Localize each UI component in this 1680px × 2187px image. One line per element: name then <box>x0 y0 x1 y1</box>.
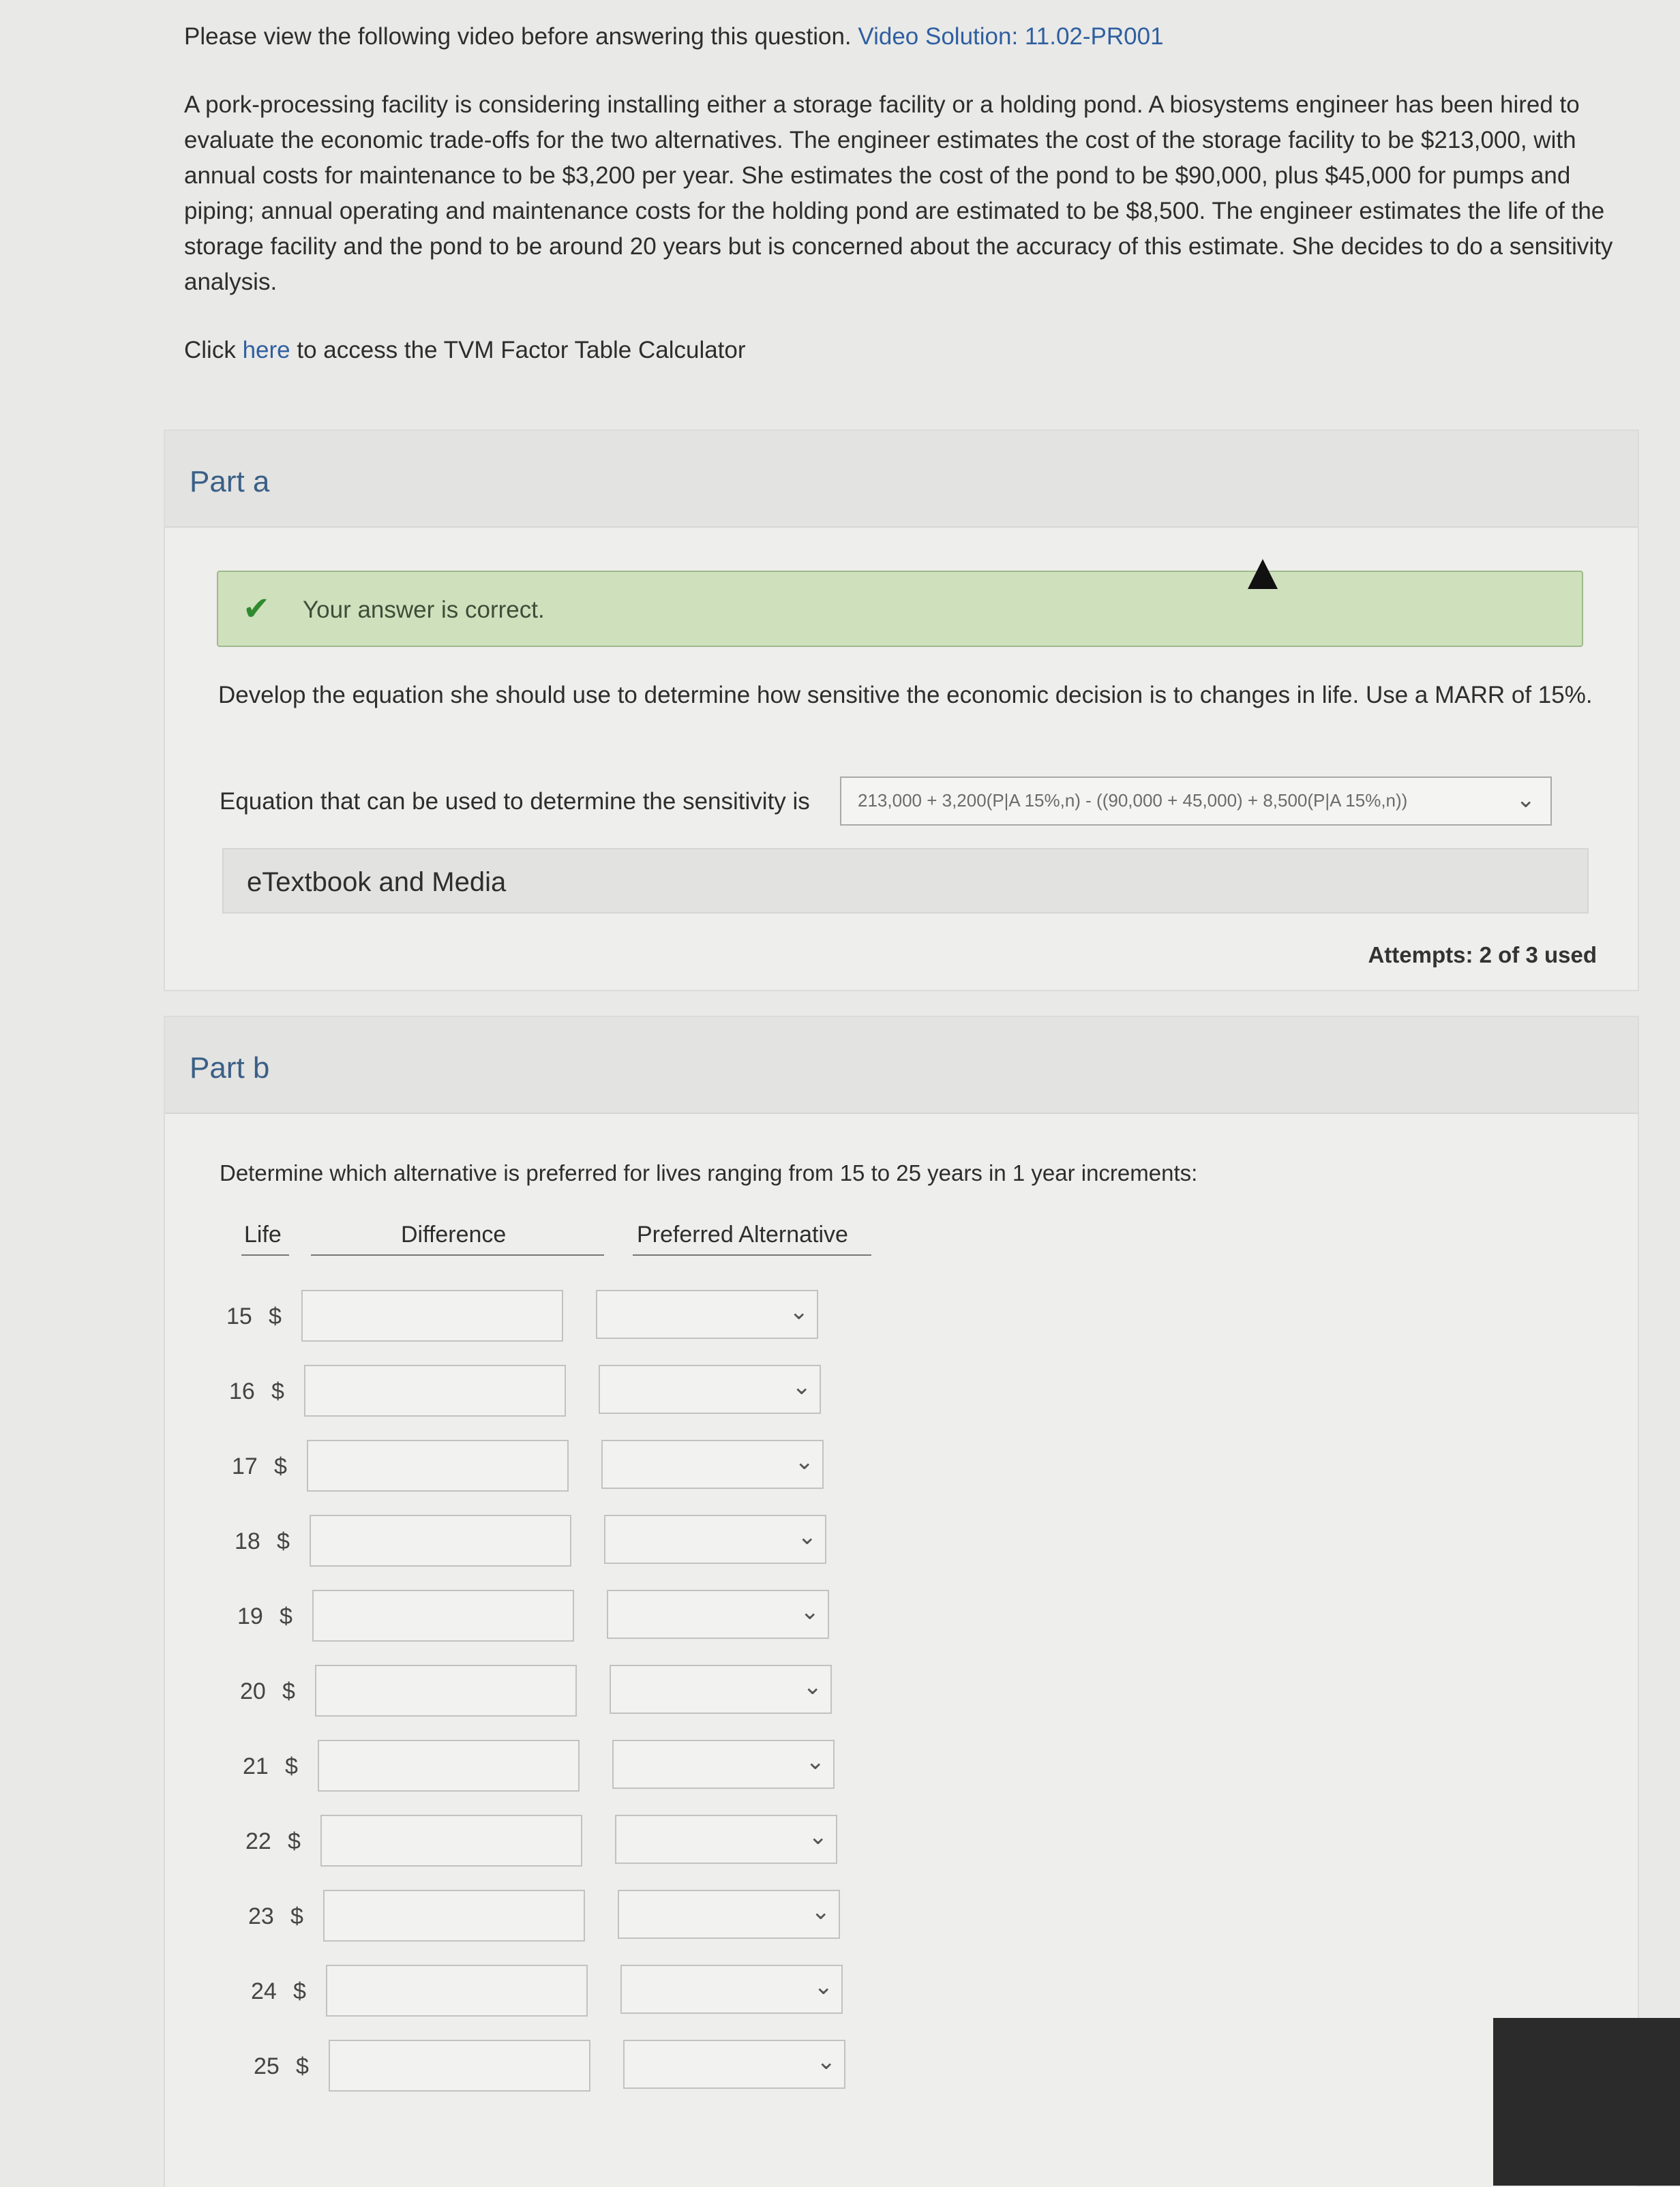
tvm-here-link[interactable]: here <box>242 337 290 363</box>
part-a-panel <box>164 429 1639 991</box>
tvm-suffix: to access the TVM Factor Table Calculator <box>297 337 746 363</box>
life-value: 20 <box>240 1678 266 1704</box>
chevron-down-icon: ⌄ <box>802 1674 822 1700</box>
problem-statement: A pork-processing facility is considering installing either a storage facility or a holding pond. A biosystems engineer has been hired to evaluate the economic trade-offs for the two alternatives. The engineer estimates the cost of the storage facility to be $213,000, with annual costs for maintenance to be $3,200 per year. She estimates the cost of the pond to be $90,000, plus $45,000 for pumps and piping; annual operating and maintenance costs for the holding pond are estimated to be $8,500. The engineer estimates the life of the storage facility and the pond to be around 20 years but is concerned about the accuracy of this estimate. She decides to do a sensitivity analysis. <box>184 91 1613 295</box>
life-value: 25 <box>254 2053 280 2079</box>
preferred-alternative-dropdown[interactable] <box>610 1665 832 1714</box>
header-underline-difference <box>311 1254 604 1256</box>
equation-label: Equation that can be used to determine the sensitivity is <box>220 788 810 815</box>
preferred-alternative-dropdown[interactable] <box>618 1890 840 1939</box>
part-b-title: Part b <box>190 1051 270 1085</box>
equation-dropdown[interactable] <box>840 776 1552 826</box>
part-b-panel <box>164 1016 1639 2187</box>
life-value: 15 <box>226 1303 252 1329</box>
equation-selected-value: 213,000 + 3,200(P|A 15%,n) - ((90,000 + 45,000) + 8,500(P|A 15%,n)) <box>858 790 1408 811</box>
tvm-line <box>184 333 1636 368</box>
preferred-alternative-dropdown[interactable] <box>615 1815 837 1864</box>
difference-input[interactable] <box>320 1815 582 1867</box>
chevron-down-icon: ⌄ <box>811 1899 830 1925</box>
correct-message: Your answer is correct. <box>303 597 545 623</box>
difference-input[interactable] <box>329 2040 590 2092</box>
question-intro <box>184 19 1636 368</box>
difference-input[interactable] <box>315 1665 577 1717</box>
chevron-down-icon: ⌄ <box>797 1524 817 1550</box>
difference-input[interactable] <box>304 1365 566 1417</box>
difference-input[interactable] <box>307 1440 569 1492</box>
life-value: 21 <box>243 1753 269 1779</box>
part-b-header <box>165 1017 1638 1114</box>
life-value: 23 <box>248 1903 274 1929</box>
preferred-alternative-dropdown[interactable] <box>596 1290 818 1339</box>
header-underline-preferred <box>633 1254 871 1256</box>
life-value: 16 <box>229 1378 255 1404</box>
column-header-difference: Difference <box>401 1222 507 1248</box>
preferred-alternative-dropdown[interactable] <box>623 2040 845 2089</box>
difference-input[interactable] <box>318 1740 580 1792</box>
video-solution-link[interactable]: Video Solution: 11.02-PR001 <box>858 23 1164 50</box>
currency-symbol: $ <box>274 1453 287 1479</box>
difference-input[interactable] <box>301 1290 563 1342</box>
video-prefix: Please view the following video before answering this question. <box>184 23 852 50</box>
difference-input[interactable] <box>323 1890 585 1942</box>
currency-symbol: $ <box>271 1378 284 1404</box>
part-a-title: Part a <box>190 465 270 498</box>
part-a-question: Develop the equation she should use to determine how sensitive the economic decision is to changes in life. Use a MARR of 15%. <box>218 682 1593 708</box>
preferred-alternative-dropdown[interactable] <box>620 1965 843 2014</box>
preferred-alternative-dropdown[interactable] <box>612 1740 835 1789</box>
correct-answer-banner <box>217 571 1583 647</box>
preferred-alternative-dropdown[interactable] <box>601 1440 824 1489</box>
mouse-pointer-icon <box>1248 559 1278 589</box>
chevron-down-icon: ⌄ <box>813 1974 833 2000</box>
currency-symbol: $ <box>285 1753 298 1779</box>
preferred-alternative-dropdown[interactable] <box>599 1365 821 1414</box>
currency-symbol: $ <box>282 1678 295 1704</box>
difference-input[interactable] <box>326 1965 588 2017</box>
part-a-header <box>165 431 1638 528</box>
chevron-down-icon: ⌄ <box>808 1824 828 1850</box>
etextbook-media-bar[interactable] <box>222 848 1589 914</box>
currency-symbol: $ <box>296 2053 309 2079</box>
part-b-question: Determine which alternative is preferred for lives ranging from 15 to 25 years in 1 year increments: <box>220 1160 1198 1186</box>
etextbook-label: eTextbook and Media <box>247 867 507 897</box>
column-header-preferred: Preferred Alternative <box>637 1222 848 1248</box>
difference-input[interactable] <box>310 1515 571 1567</box>
chevron-down-icon: ⌄ <box>1516 787 1535 813</box>
currency-symbol: $ <box>288 1828 301 1854</box>
chevron-down-icon: ⌄ <box>805 1749 825 1775</box>
check-icon: ✔ <box>243 591 271 627</box>
video-line <box>184 19 1636 55</box>
preferred-alternative-dropdown[interactable] <box>607 1590 829 1639</box>
header-underline-life <box>241 1254 289 1256</box>
currency-symbol: $ <box>277 1528 290 1554</box>
life-value: 18 <box>235 1528 260 1554</box>
chevron-down-icon: ⌄ <box>816 2049 836 2075</box>
background-edge <box>1493 2018 1680 2186</box>
chevron-down-icon: ⌄ <box>794 1449 814 1475</box>
life-value: 19 <box>237 1603 263 1629</box>
life-value: 24 <box>251 1978 277 2004</box>
currency-symbol: $ <box>269 1303 282 1329</box>
chevron-down-icon: ⌄ <box>789 1299 809 1325</box>
question-page <box>164 0 1664 2186</box>
attempts-counter: Attempts: 2 of 3 used <box>1368 942 1597 967</box>
column-header-life: Life <box>244 1222 282 1248</box>
preferred-alternative-dropdown[interactable] <box>604 1515 826 1564</box>
life-value: 22 <box>245 1828 271 1854</box>
life-value: 17 <box>232 1453 258 1479</box>
chevron-down-icon: ⌄ <box>792 1374 811 1400</box>
currency-symbol: $ <box>290 1903 303 1929</box>
difference-input[interactable] <box>312 1590 574 1642</box>
currency-symbol: $ <box>293 1978 306 2004</box>
currency-symbol: $ <box>280 1603 292 1629</box>
tvm-prefix: Click <box>184 337 236 363</box>
chevron-down-icon: ⌄ <box>800 1599 820 1625</box>
